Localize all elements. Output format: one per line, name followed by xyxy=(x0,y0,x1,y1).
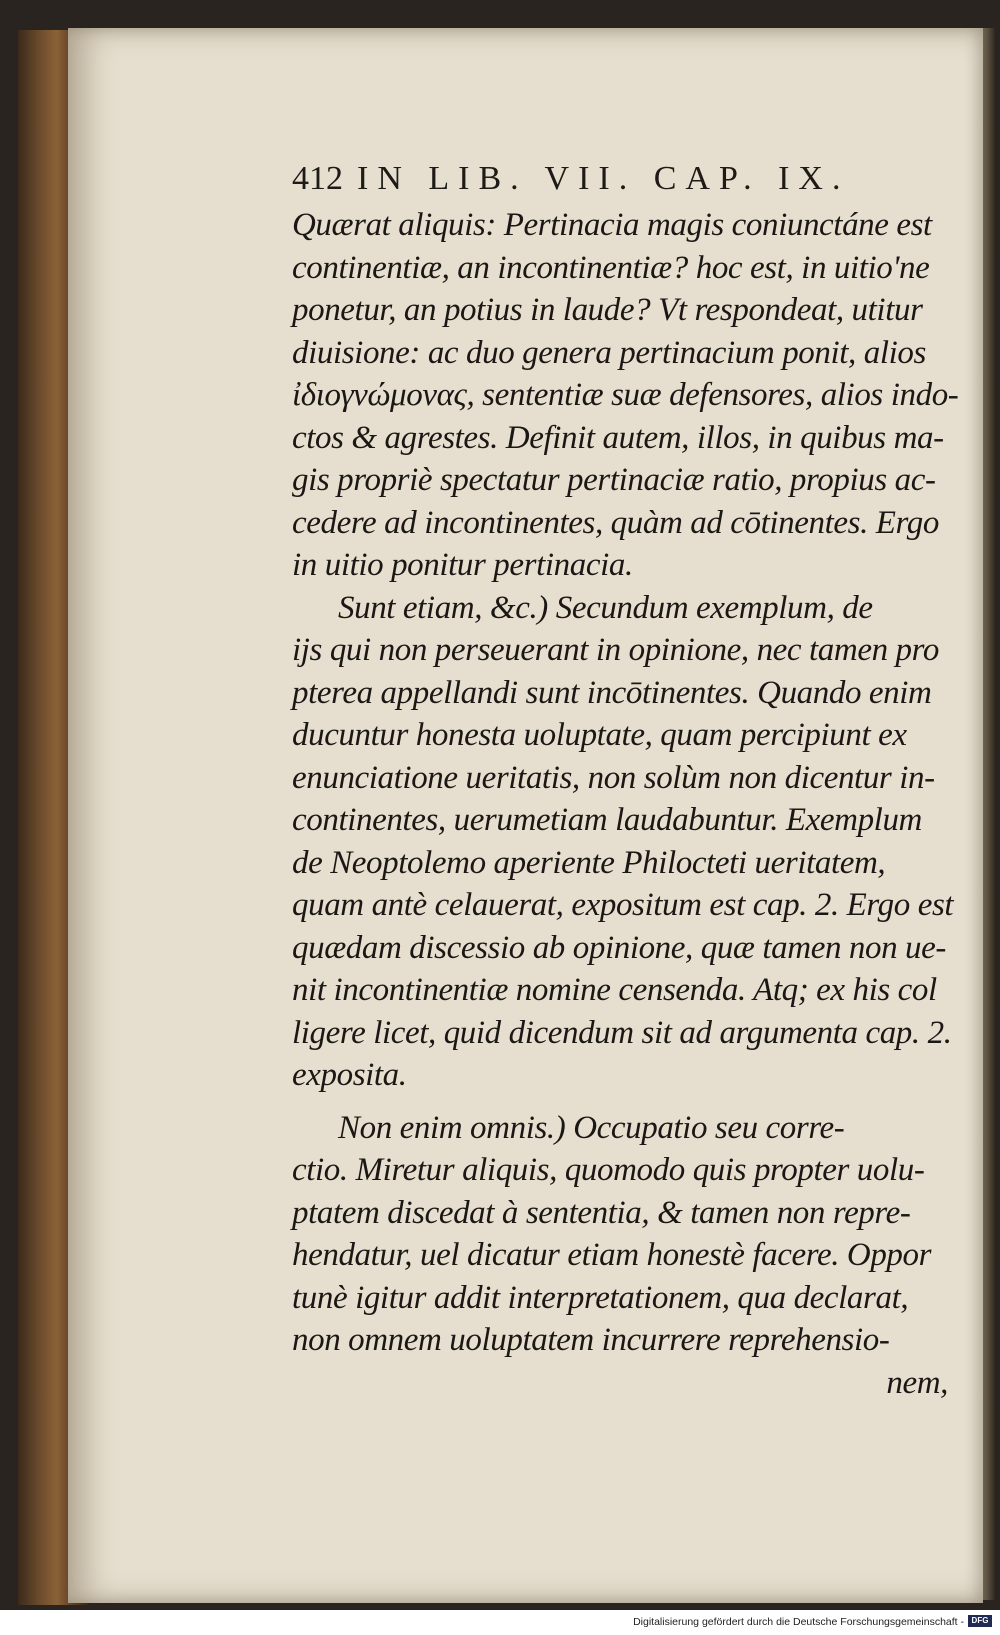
dfg-logo: DFG xyxy=(968,1615,992,1627)
text-line: gis propriè spectatur pertinaciæ ratio, propius ac- xyxy=(292,462,936,498)
text-line: ptatem discedat à sententia, & tamen non repre- xyxy=(292,1194,911,1231)
text-line: ctos & agrestes. Definit autem, illos, in quibus ma- xyxy=(292,419,944,456)
text-line: pterea appellandi sunt incōtinentes. Quando enim xyxy=(292,674,932,711)
paragraph-gap xyxy=(292,1097,948,1107)
text-line: ponetur, an potius in laude? Vt respondeat, utitur xyxy=(292,292,923,328)
text-line: enunciatione ueritatis, non solùm non dicentur in- xyxy=(292,759,935,796)
text-line: ducuntur honesta uoluptate, quam percipiunt ex xyxy=(292,717,907,753)
text-line: ctio. Miretur aliquis, quomodo quis propter uolu- xyxy=(292,1152,925,1188)
paragraph-start-line: Sunt etiam, &c.) Secundum exemplum, de xyxy=(338,589,873,626)
catchword: nem, xyxy=(886,1364,948,1401)
text-line: diuisione: ac duo genera pertinacium ponit, alios xyxy=(292,334,926,371)
text-line: de Neoptolemo aperiente Philocteti ueritatem, xyxy=(292,844,886,881)
running-title: IN LIB. VII. CAP. IX. xyxy=(357,160,850,197)
running-head xyxy=(292,160,892,204)
text-line: continentes, uerumetiam laudabuntur. Exemplum xyxy=(292,802,922,838)
text-line: in uitio ponitur pertinacia. xyxy=(292,547,633,583)
text-line: hendatur, uel dicatur etiam honestè facere. Oppor xyxy=(292,1237,932,1273)
text-line: ijs qui non perseuerant in opinione, nec tamen pro xyxy=(292,632,939,668)
text-line: cedere ad incontinentes, quàm ad cōtinentes. Ergo xyxy=(292,504,939,541)
paragraph-start-line: Non enim omnis.) Occupatio seu corre- xyxy=(338,1109,845,1146)
text-line: Quærat aliquis: Pertinacia magis coniunctáne est xyxy=(292,207,932,243)
text-line: quam antè celauerat, expositum est cap. 2. Ergo est xyxy=(292,887,954,923)
funding-notice: Digitalisierung gefördert durch die Deutsche Forschungsgemeinschaft - xyxy=(633,1616,964,1628)
text-line: ἰδιογνώμονας, sententiæ suæ defensores, alios indo- xyxy=(292,377,959,413)
footer-bar xyxy=(0,1610,1000,1635)
text-line: continentiæ, an incontinentiæ? hoc est, in uitio'ne xyxy=(292,249,930,286)
text-line: nit incontinentiæ nomine censenda. Atq; ex his col xyxy=(292,972,937,1008)
text-line: ligere licet, quid dicendum sit ad argumenta cap. 2. xyxy=(292,1014,952,1051)
page-number: 412 xyxy=(292,160,343,197)
text-line: exposita. xyxy=(292,1057,407,1093)
text-body xyxy=(292,204,959,1404)
text-line: quædam discessio ab opinione, quæ tamen non ue- xyxy=(292,929,946,966)
text-line: non omnem uoluptatem incurrere reprehensio- xyxy=(292,1322,890,1358)
text-line: tunè igitur addit interpretationem, qua declarat, xyxy=(292,1279,909,1316)
